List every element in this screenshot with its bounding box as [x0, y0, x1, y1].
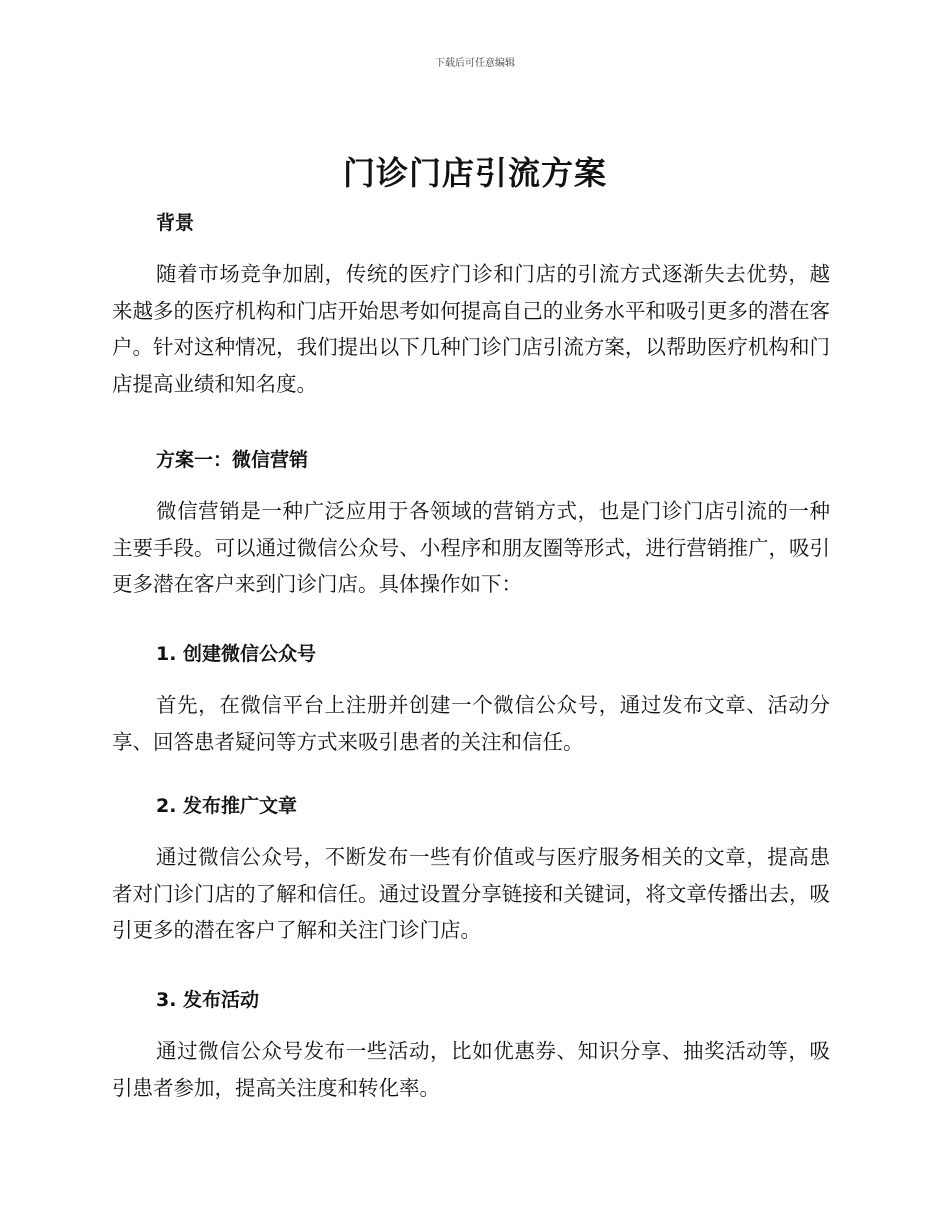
section-heading-background: 背景 [156, 212, 195, 234]
paragraph-step1: 首先，在微信平台上注册并创建一个微信公众号，通过发布文章、活动分享、回答患者疑问等方式来吸引患者的关注和信任。 [112, 693, 830, 754]
paragraph-background: 随着市场竞争加剧，传统的医疗门诊和门店的引流方式逐渐失去优势，越来越多的医疗机构和门店开始思考如何提高自己的业务水平和吸引更多的潜在客户。针对这种情况，我们提出以下几种门诊门店引流方案，以帮助医疗机构和门店提高业绩和知名度。 [112, 262, 830, 396]
paragraph-step2: 通过微信公众号，不断发布一些有价值或与医疗服务相关的文章，提高患者对门诊门店的了解和信任。通过设置分享链接和关键词，将文章传播出去，吸引更多的潜在客户了解和关注门诊门店。 [112, 845, 830, 942]
paragraph-plan1: 微信营销是一种广泛应用于各领域的营销方式，也是门诊门店引流的一种主要手段。可以通过微信公众号、小程序和朋友圈等形式，进行营销推广，吸引更多潜在客户来到门诊门店。具体操作如下： [112, 499, 830, 596]
document-title: 门诊门店引流方案 [342, 154, 607, 192]
step-heading-1: 1. 创建微信公众号 [156, 643, 317, 665]
section-heading-plan1: 方案一：微信营销 [156, 449, 309, 471]
step-heading-3: 3. 发布活动 [156, 989, 260, 1011]
paragraph-step3: 通过微信公众号发布一些活动，比如优惠券、知识分享、抽奖活动等，吸引患者参加，提高关注度和转化率。 [112, 1039, 830, 1100]
step-heading-2: 2. 发布推广文章 [156, 795, 298, 817]
header-note: 下载后可任意编辑 [435, 58, 515, 69]
